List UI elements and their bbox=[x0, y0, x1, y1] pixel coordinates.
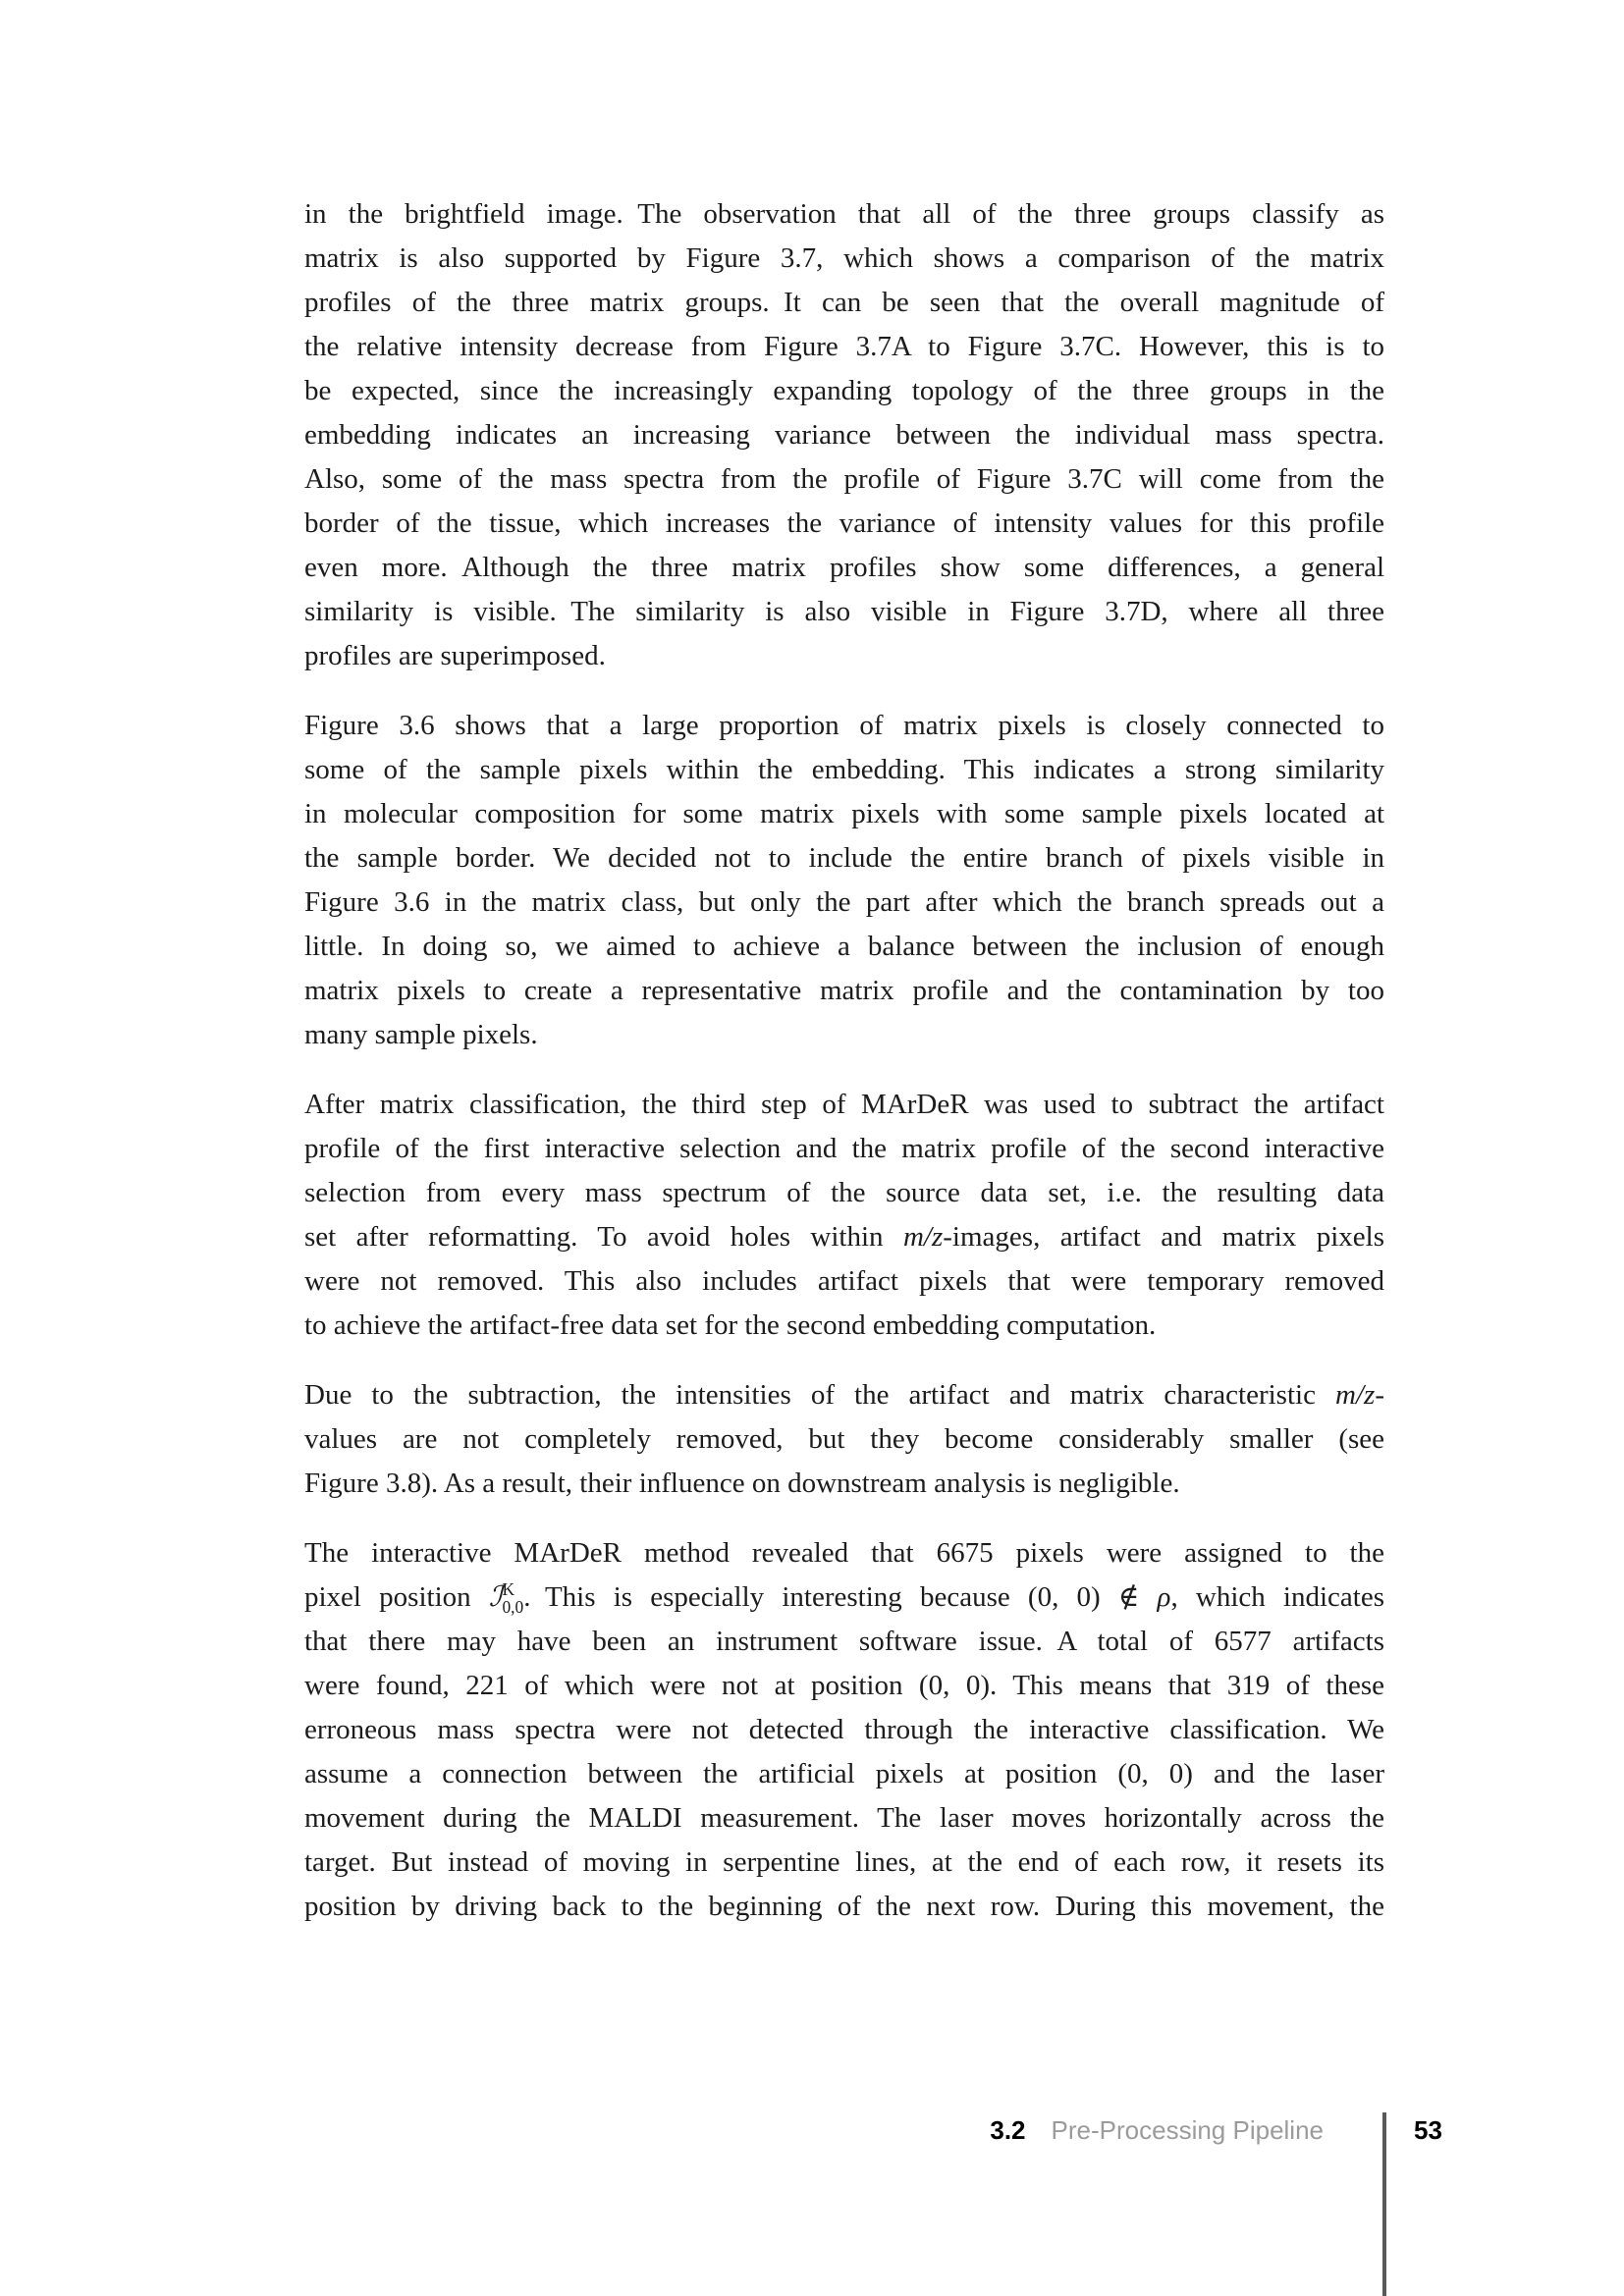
text-line bbox=[304, 1373, 1384, 1417]
text-line bbox=[304, 1796, 1384, 1841]
text-line bbox=[304, 1841, 1384, 1885]
body-text-segment: be expected, since the increasingly expanding topology of the three groups in the bbox=[304, 375, 1384, 406]
body-text-segment: were found, 221 of which were not at position (0, 0). This means that 319 of these bbox=[304, 1670, 1384, 1701]
text-line bbox=[304, 413, 1384, 457]
body-text-segment: assume a connection between the artificial pixels at position (0, 0) and the laser bbox=[304, 1758, 1384, 1789]
body-text-segment: border of the tissue, which increases the variance of intensity values for this profile bbox=[304, 507, 1384, 539]
body-text-segment: in molecular composition for some matrix pixels with some sample pixels located at bbox=[304, 798, 1384, 829]
text-line bbox=[304, 969, 1384, 1013]
text-line bbox=[304, 881, 1384, 925]
text-line bbox=[304, 1885, 1384, 1929]
text-line bbox=[304, 704, 1384, 748]
body-text-segment: some of the sample pixels within the embedding. This indicates a strong similarity bbox=[304, 754, 1384, 785]
text-line bbox=[304, 1083, 1384, 1127]
text-line bbox=[304, 1259, 1384, 1304]
text-line bbox=[304, 281, 1384, 325]
math-italic-text: ρ bbox=[1157, 1581, 1171, 1613]
body-text-segment: the relative intensity decrease from Figure 3.7A to Figure 3.7C. However, this is to bbox=[304, 331, 1384, 362]
text-line bbox=[304, 792, 1384, 836]
body-text-segment: profile of the first interactive selection and the matrix profile of the second interactive bbox=[304, 1133, 1384, 1164]
body-text-segment: position by driving back to the beginning of the next row. During this movement, the bbox=[304, 1891, 1384, 1922]
page-number: 53 bbox=[1414, 2115, 1442, 2145]
paragraph bbox=[304, 1083, 1384, 1348]
text-line bbox=[304, 1531, 1384, 1575]
body-text-segment: After matrix classification, the third step of MArDeR was used to subtract the artifact bbox=[304, 1089, 1384, 1120]
body-text-segment: were not removed. This also includes artifact pixels that were temporary removed bbox=[304, 1265, 1384, 1297]
text-line bbox=[304, 1575, 1384, 1620]
text-line bbox=[304, 192, 1384, 237]
text-line bbox=[304, 1127, 1384, 1171]
body-text-segment: selection from every mass spectrum of the source data set, i.e. the resulting data bbox=[304, 1177, 1384, 1208]
body-text-segment: , which indicates bbox=[1170, 1581, 1385, 1613]
math-supsub: K 0,0 bbox=[502, 1579, 524, 1618]
text-line bbox=[304, 1171, 1384, 1215]
body-text-segment: Due to the subtraction, the intensities of the artifact and matrix characteristic bbox=[304, 1379, 1336, 1411]
text-line bbox=[304, 325, 1384, 369]
body-text-segment: target. But instead of moving in serpentine lines, at the end of each row, it resets its bbox=[304, 1846, 1384, 1878]
footer-vertical-rule bbox=[1382, 2112, 1386, 2296]
paragraph bbox=[304, 1373, 1384, 1506]
body-text-segment: matrix is also supported by Figure 3.7, which shows a comparison of the matrix bbox=[304, 242, 1384, 274]
text-line bbox=[304, 369, 1384, 413]
body-text-segment: - bbox=[1375, 1379, 1384, 1411]
body-text-segment: profiles of the three matrix groups. It can be seen that the overall magnitude of bbox=[304, 287, 1384, 318]
body-text-segment: little. In doing so, we aimed to achieve a balance between the inclusion of enough bbox=[304, 931, 1384, 962]
body-text-segment: embedding indicates an increasing variance between the individual mass spectra. bbox=[304, 419, 1384, 451]
footer-section-title: Pre-Processing Pipeline bbox=[1051, 2115, 1324, 2145]
body-text-segment: in the brightfield image. The observation that all of the three groups classify as bbox=[304, 198, 1384, 230]
math-italic-text: m/z bbox=[902, 1221, 944, 1253]
text-line bbox=[304, 836, 1384, 881]
text-line bbox=[304, 237, 1384, 281]
body-text-segment: that there may have been an instrument software issue. A total of 6577 artifacts bbox=[304, 1626, 1384, 1657]
text-line bbox=[304, 925, 1384, 969]
body-text-segment: even more. Although the three matrix profiles show some differences, a general bbox=[304, 552, 1384, 583]
text-line bbox=[304, 1664, 1384, 1708]
body-text-segment: The interactive MArDeR method revealed that 6675 pixels were assigned to the bbox=[304, 1537, 1384, 1569]
body-text-segment: the sample border. We decided not to include the entire branch of pixels visible in bbox=[304, 842, 1384, 874]
text-line bbox=[304, 502, 1384, 546]
body-text-segment: pixel position bbox=[304, 1581, 489, 1613]
body-text-segment: set after reformatting. To avoid holes within bbox=[304, 1221, 903, 1253]
body-text-segment: Figure 3.8). As a result, their influence on downstream analysis is negligible. bbox=[304, 1468, 1180, 1499]
body-text-segment: matrix pixels to create a representative matrix profile and the contamination by too bbox=[304, 975, 1384, 1006]
paragraph bbox=[304, 1531, 1384, 1929]
text-line bbox=[304, 1708, 1384, 1752]
text-line bbox=[304, 1013, 1384, 1057]
body-text-segment: similarity is visible. The similarity is also visible in Figure 3.7D, where all three bbox=[304, 596, 1384, 627]
body-text-segment: Also, some of the mass spectra from the profile of Figure 3.7C will come from the bbox=[304, 463, 1384, 495]
body-text-segment: values are not completely removed, but they become considerably smaller (see bbox=[304, 1423, 1384, 1455]
text-line bbox=[304, 1304, 1384, 1348]
text-line bbox=[304, 1215, 1384, 1259]
body-text-segment: -images, artifact and matrix pixels bbox=[943, 1221, 1384, 1253]
body-text-segment: profiles are superimposed. bbox=[304, 640, 606, 671]
page-body-text bbox=[304, 192, 1384, 1954]
text-line bbox=[304, 590, 1384, 634]
body-text-segment: movement during the MALDI measurement. The laser moves horizontally across the bbox=[304, 1802, 1384, 1834]
text-line bbox=[304, 1417, 1384, 1462]
text-line bbox=[304, 1620, 1384, 1664]
body-text-segment: . This is especially interesting because (0, 0) ∉ bbox=[523, 1581, 1158, 1613]
paragraph bbox=[304, 192, 1384, 678]
body-text-segment: Figure 3.6 shows that a large proportion of matrix pixels is closely connected to bbox=[304, 710, 1384, 741]
text-line bbox=[304, 748, 1384, 792]
body-text-segment: to achieve the artifact-free data set for the second embedding computation. bbox=[304, 1309, 1157, 1341]
text-line bbox=[304, 1752, 1384, 1796]
body-text-segment: Figure 3.6 in the matrix class, but only the part after which the branch spreads out a bbox=[304, 886, 1384, 918]
math-italic-text: m/z bbox=[1335, 1379, 1376, 1411]
text-line bbox=[304, 457, 1384, 502]
math-script-symbol: ℐ bbox=[488, 1581, 503, 1613]
footer-section-number: 3.2 bbox=[990, 2115, 1026, 2145]
footer-section-label bbox=[990, 2116, 1324, 2144]
paragraph bbox=[304, 704, 1384, 1057]
body-text-segment: many sample pixels. bbox=[304, 1019, 538, 1050]
text-line bbox=[304, 634, 1384, 678]
text-line bbox=[304, 1462, 1384, 1506]
text-line bbox=[304, 546, 1384, 590]
body-text-segment: erroneous mass spectra were not detected through the interactive classification. We bbox=[304, 1714, 1384, 1745]
